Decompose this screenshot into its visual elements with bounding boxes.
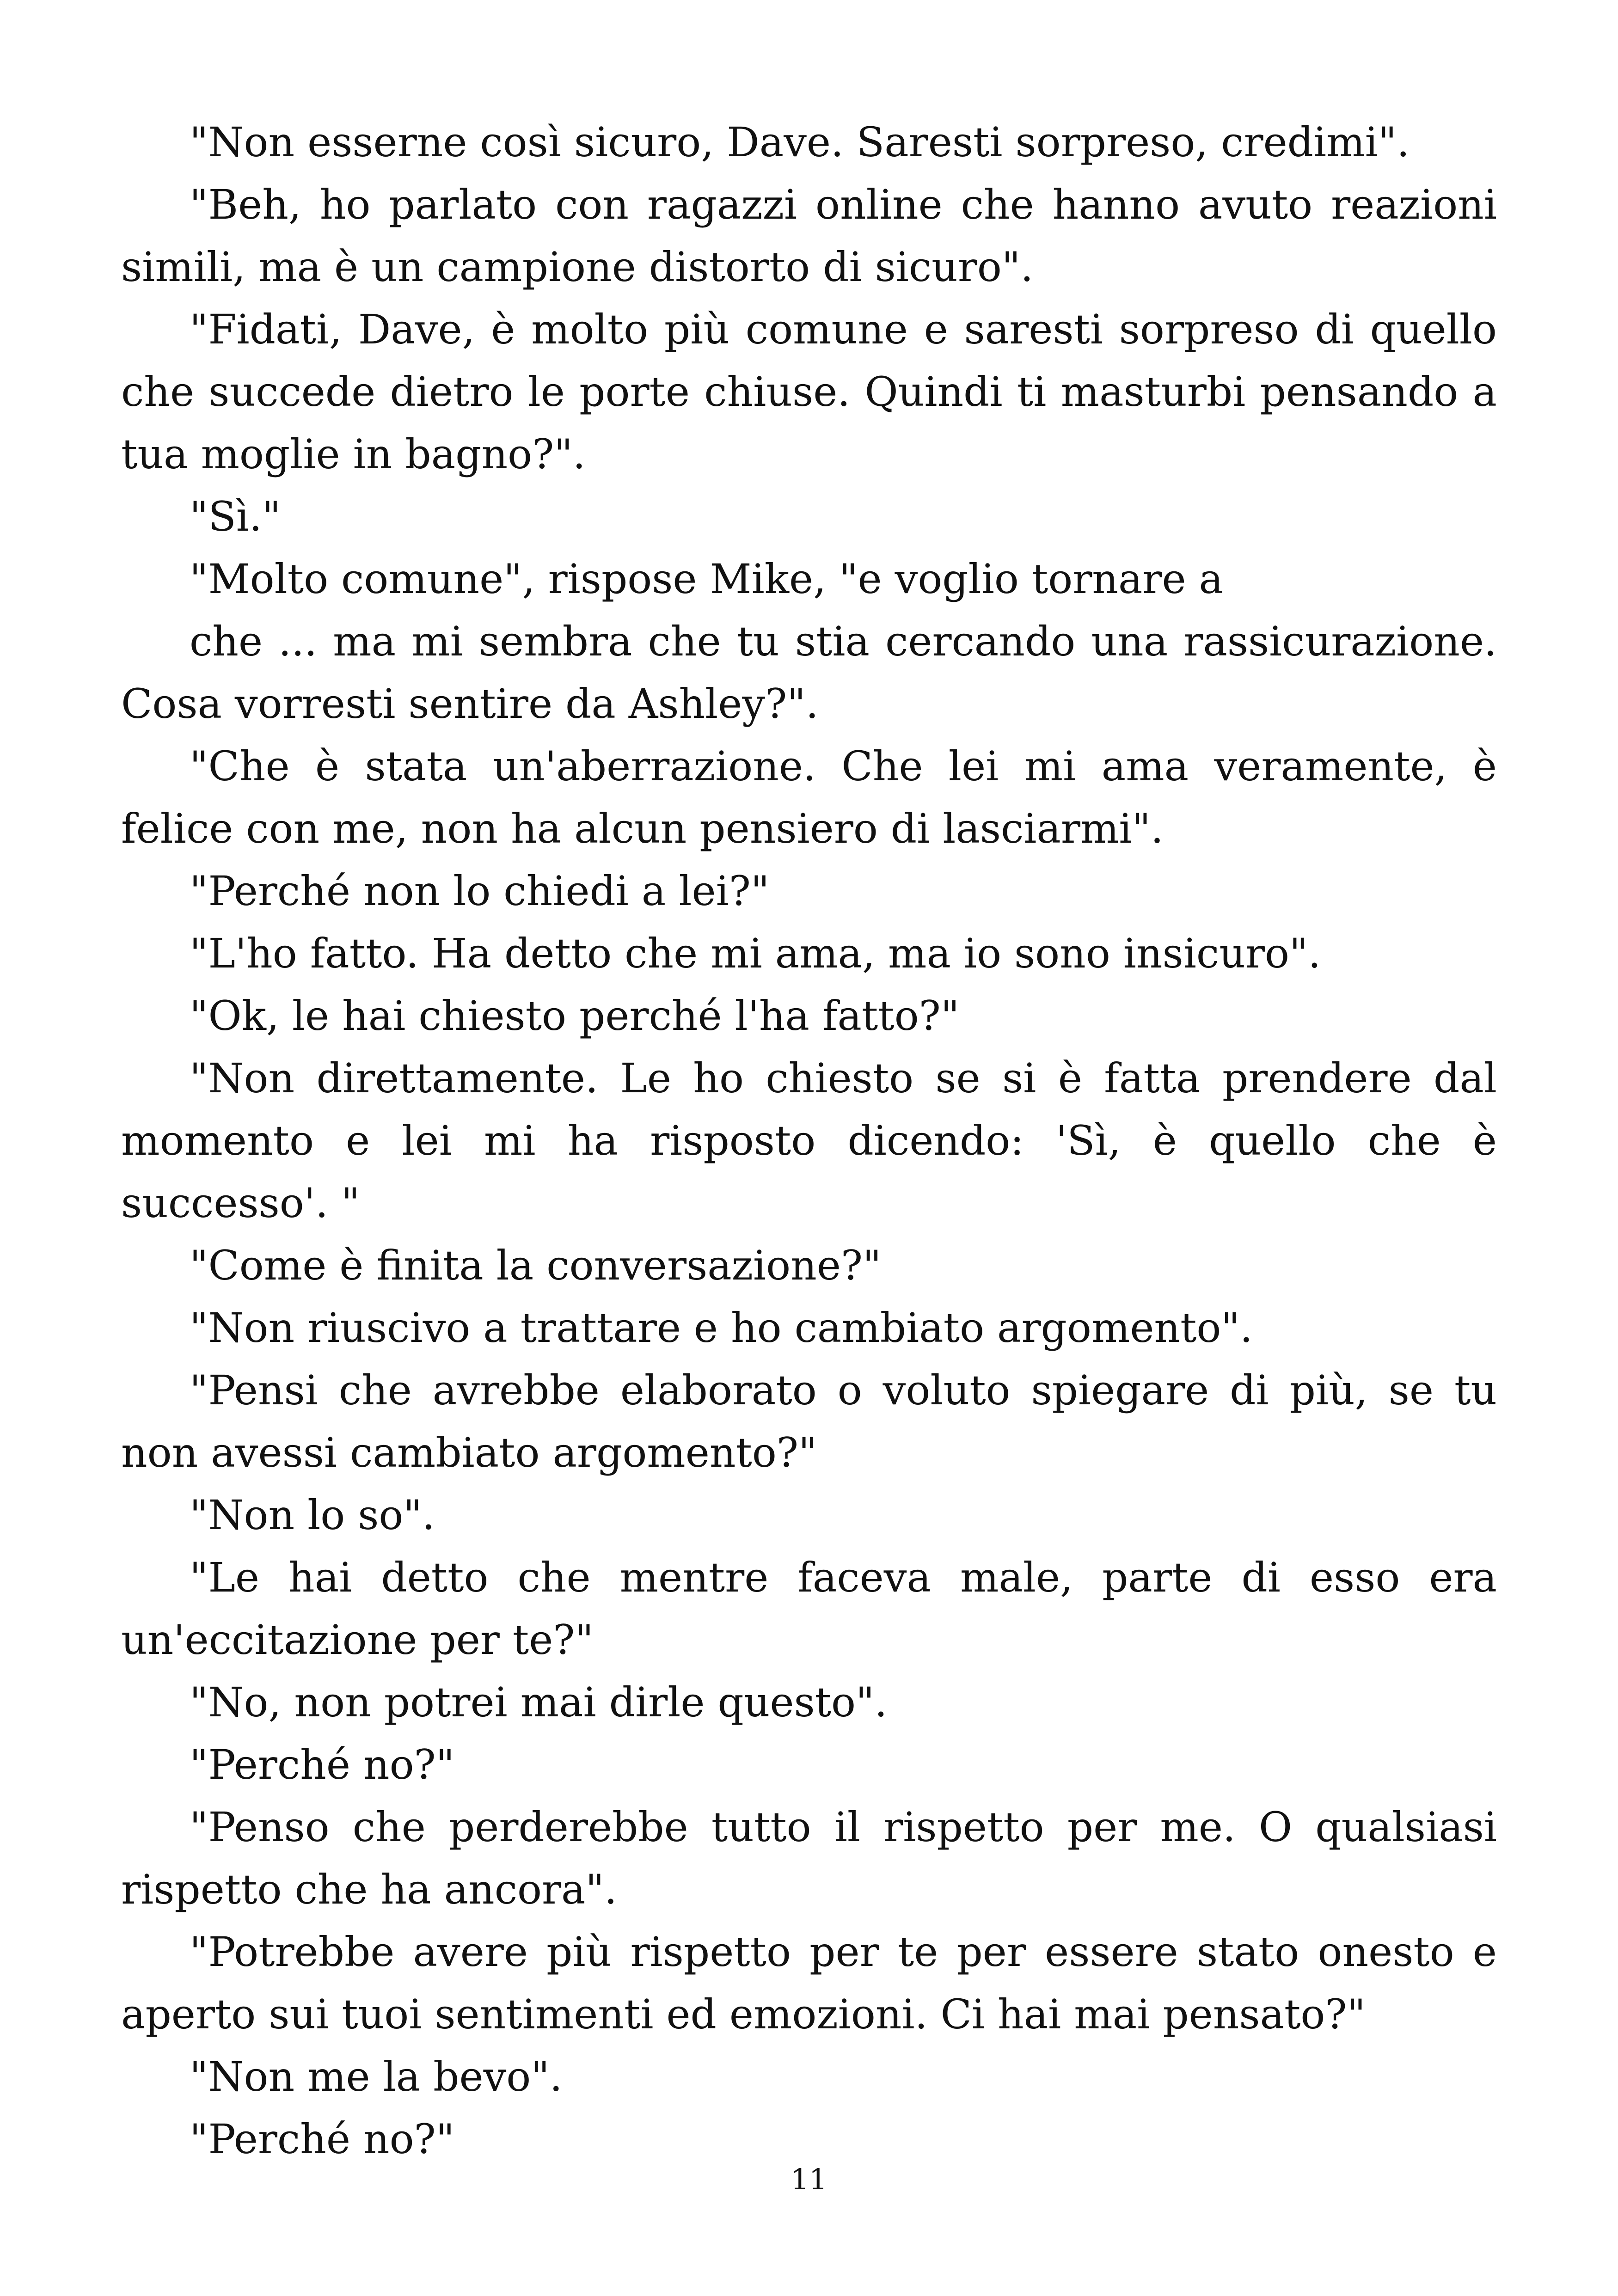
paragraph: "Perché no?" — [190, 2115, 455, 2163]
paragraph: "Beh, ho parlato con ragazzi online che hanno avuto reazioni simili, ma è un campione distorto di sicuro". — [121, 181, 1497, 291]
paragraph: "Non lo so". — [190, 1491, 435, 1539]
paragraph: "Che è stata un'aberrazione. Che lei mi ama veramente, è felice con me, non ha alcun pensiero di lasciarmi". — [121, 742, 1497, 852]
body-text — [121, 111, 1497, 2170]
paragraph: "Sì." — [190, 493, 281, 540]
paragraph: "Pensi che avrebbe elaborato o voluto spiegare di più, se tu non avessi cambiato argomento?" — [121, 1366, 1497, 1476]
paragraph: "Le hai detto che mentre faceva male, parte di esso era un'eccitazione per te?" — [121, 1554, 1497, 1664]
paragraph: "Perché no?" — [190, 1741, 455, 1788]
paragraph: che ... ma mi sembra che tu stia cercando una rassicurazione. Cosa vorresti sentire da Ashley?". — [121, 618, 1497, 728]
paragraph: "Penso che perderebbe tutto il rispetto per me. O qualsiasi rispetto che ha ancora". — [121, 1803, 1497, 1913]
paragraph: "Potrebbe avere più rispetto per te per essere stato onesto e aperto sui tuoi sentimenti ed emozioni. Ci hai mai pensato?" — [121, 1928, 1497, 2038]
paragraph: "No, non potrei mai dirle questo". — [190, 1678, 888, 1726]
paragraph: "Molto comune", rispose Mike, "e voglio tornare a — [190, 555, 1224, 603]
paragraph: "Fidati, Dave, è molto più comune e saresti sorpreso di quello che succede dietro le porte chiuse. Quindi ti masturbi pensando a tua moglie in bagno?". — [121, 306, 1497, 478]
paragraph: "Non esserne così sicuro, Dave. Saresti sorpreso, credimi". — [190, 118, 1410, 166]
paragraph: "Perché non lo chiedi a lei?" — [190, 867, 770, 915]
paragraph: "Non me la bevo". — [190, 2053, 563, 2100]
paragraph: "Non riuscivo a trattare e ho cambiato argomento". — [190, 1304, 1253, 1352]
page-number: 11 — [791, 2162, 827, 2196]
paragraph: "Non direttamente. Le ho chiesto se si è fatta prendere dal momento e lei mi ha risposto dicendo: 'Sì, è quello che è successo'. " — [121, 1054, 1497, 1227]
paragraph: "Ok, le hai chiesto perché l'ha fatto?" — [190, 992, 960, 1040]
paragraph: "L'ho fatto. Ha detto che mi ama, ma io sono insicuro". — [190, 930, 1321, 977]
paragraph: "Come è finita la conversazione?" — [190, 1242, 882, 1289]
